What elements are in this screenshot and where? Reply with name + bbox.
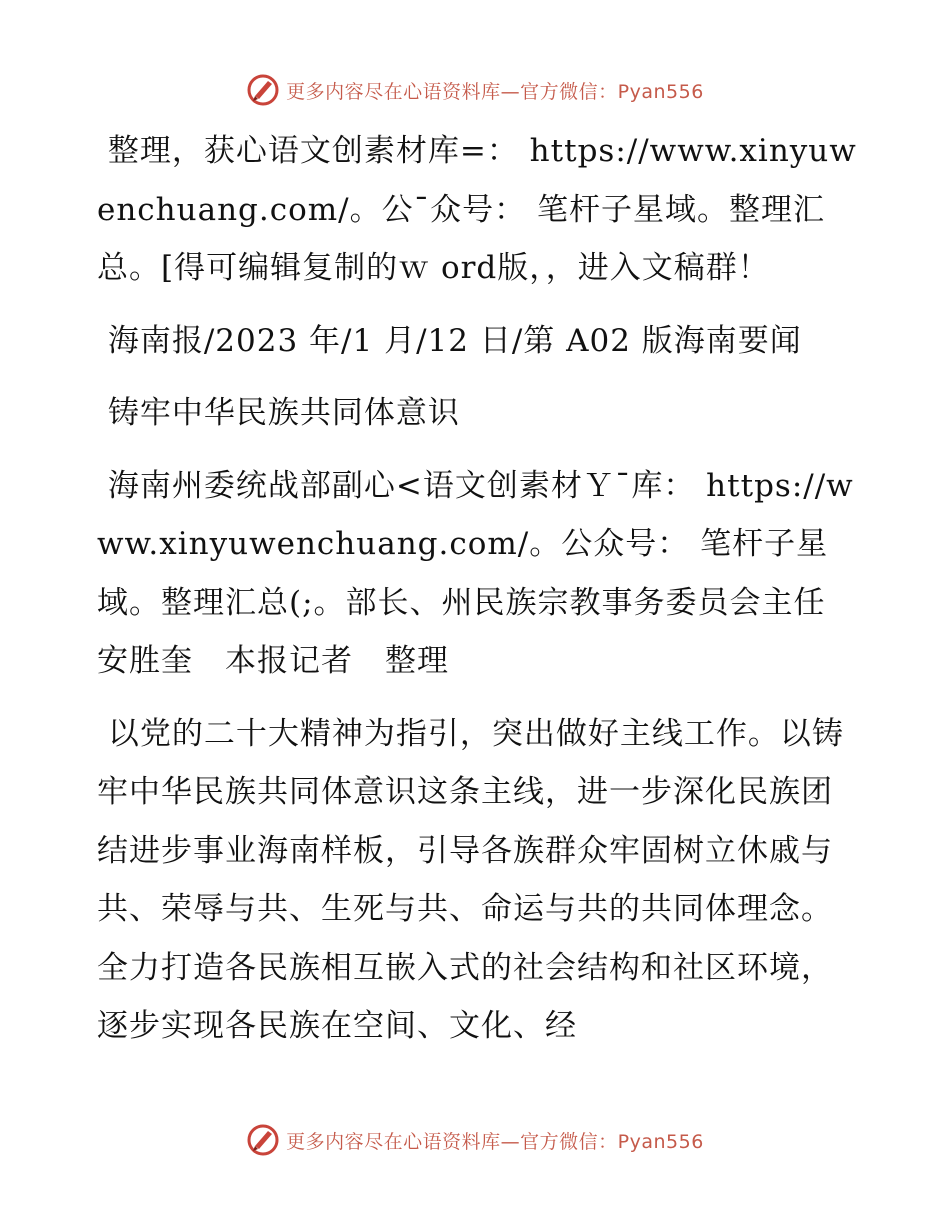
footer-watermark-banner xyxy=(0,1120,950,1160)
source-line: 海南报/2023 年/1 月/12 日/第 A02 版海南要闻 xyxy=(97,322,802,359)
brush-logo-icon xyxy=(246,1123,280,1157)
header-watermark-text: 更多内容尽在心语资料库—官方微信：Pyan556 xyxy=(286,80,704,103)
author-paragraph: 海南州委统战部副心<语文创素材Ｙ¯库： https://www.xinyuwenchuang.com/。公众号： 笔杆子星域。整理汇总(;。部长、州民族宗教事务委员会主任 安胜奎 本报记者 整理 xyxy=(97,467,858,679)
document-body xyxy=(97,122,857,1070)
brush-logo-icon xyxy=(246,73,280,107)
header-watermark-banner xyxy=(0,70,950,110)
footer-watermark-text: 更多内容尽在心语资料库—官方微信：Pyan556 xyxy=(286,1130,704,1153)
body-paragraph: 以党的二十大精神为指引，突出做好主线工作。以铸牢中华民族共同体意识这条主线，进一步深化民族团结进步事业海南样板，引导各族群众牢固树立休戚与共、荣辱与共、生死与共、命运与共的共同体理念。全力打造各民族相互嵌入式的社会结构和社区环境，逐步实现各民族在空间、文化、经 xyxy=(97,715,844,1044)
article-title: 铸牢中华民族共同体意识 xyxy=(97,395,460,431)
intro-paragraph: 整理，获心语文创素材库=： https://www.xinyuwenchuang.com/。公¯众号： 笔杆子星域。整理汇总。[得可编辑复制的ｗ ord版，，进入文稿群！ xyxy=(97,133,857,286)
